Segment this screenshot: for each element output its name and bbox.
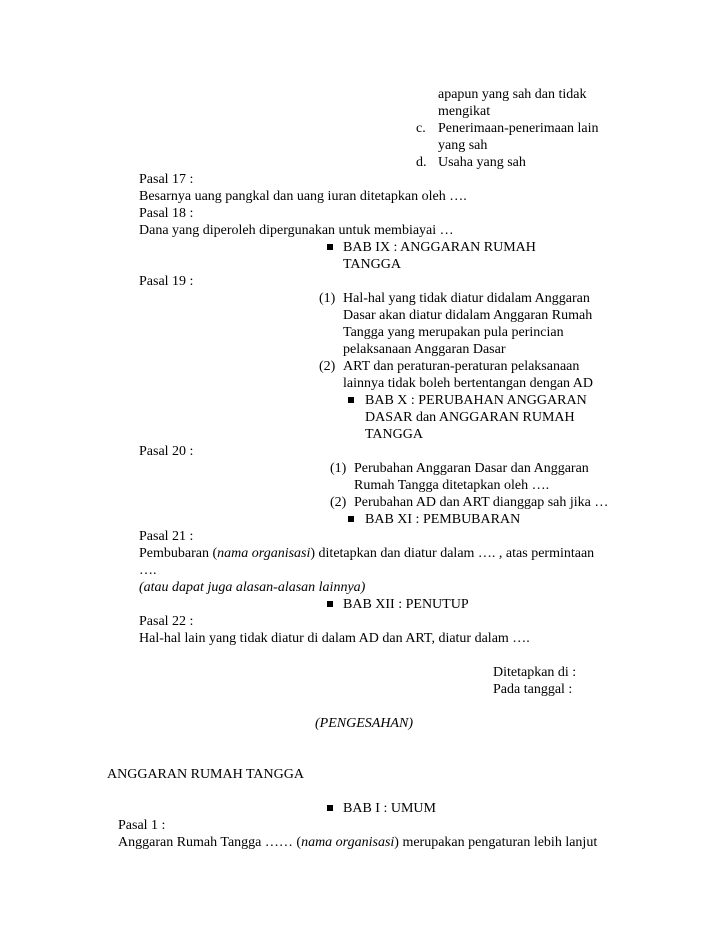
bullet-square-icon bbox=[327, 805, 333, 811]
pasal19-item1-marker: (1) bbox=[319, 291, 336, 306]
pasal20-title: Pasal 20 : bbox=[139, 444, 194, 459]
pasal20-item2-marker: (2) bbox=[330, 495, 347, 510]
pasal21-title: Pasal 21 : bbox=[139, 529, 194, 544]
bab9-line2: TANGGA bbox=[343, 257, 401, 272]
pasal19-item1-line1: Hal-hal yang tidak diatur didalam Anggaran bbox=[343, 291, 590, 306]
list-d-marker: d. bbox=[416, 155, 427, 170]
list-d-line1: Usaha yang sah bbox=[438, 155, 526, 170]
pasal18-text: Dana yang diperoleh dipergunakan untuk membiayai … bbox=[139, 223, 454, 238]
pasal17-title: Pasal 17 : bbox=[139, 172, 194, 187]
bab10-line2: DASAR dan ANGGARAN RUMAH bbox=[365, 410, 575, 425]
pasal22-text: Hal-hal lain yang tidak diatur di dalam AD dan ART, diatur dalam …. bbox=[139, 631, 530, 646]
pasal19-item1-line4: pelaksanaan Anggaran Dasar bbox=[343, 342, 506, 357]
bullet-square-icon bbox=[348, 516, 354, 522]
pasal21-alt-note: (atau dapat juga alasan-alasan lainnya) bbox=[139, 580, 366, 595]
pasal19-item1-line2: Dasar akan diatur didalam Anggaran Rumah bbox=[343, 308, 593, 323]
pasal19-item2-marker: (2) bbox=[319, 359, 336, 374]
signature-place: Ditetapkan di : bbox=[493, 665, 577, 680]
art-pasal1-title: Pasal 1 : bbox=[118, 818, 166, 833]
pasal19-item2-line1: ART dan peraturan-peraturan pelaksanaan bbox=[343, 359, 580, 374]
bab9-line1: BAB IX : ANGGARAN RUMAH bbox=[343, 240, 536, 255]
bab11-line1: BAB XI : PEMBUBARAN bbox=[365, 512, 521, 527]
pasal18-title: Pasal 18 : bbox=[139, 206, 194, 221]
bab12-line1: BAB XII : PENUTUP bbox=[343, 597, 469, 612]
pasal20-item1-line2: Rumah Tangga ditetapkan oleh …. bbox=[354, 478, 550, 493]
list-b-line1: apapun yang sah dan tidak bbox=[438, 87, 587, 102]
bab10-line3: TANGGA bbox=[365, 427, 423, 442]
pengesahan-label: (PENGESAHAN) bbox=[315, 716, 413, 731]
pasal19-title: Pasal 19 : bbox=[139, 274, 194, 289]
list-c-marker: c. bbox=[416, 121, 426, 136]
bullet-square-icon bbox=[348, 397, 354, 403]
pasal20-item1-line1: Perubahan Anggaran Dasar dan Anggaran bbox=[354, 461, 589, 476]
bab1-line1: BAB I : UMUM bbox=[343, 801, 436, 816]
pasal19-item2-line2: lainnya tidak boleh bertentangan dengan AD bbox=[343, 376, 593, 391]
pasal17-text: Besarnya uang pangkal dan uang iuran ditetapkan oleh …. bbox=[139, 189, 467, 204]
list-c-line2: yang sah bbox=[438, 138, 488, 153]
list-c-line1: Penerimaan-penerimaan lain bbox=[438, 121, 599, 136]
signature-date: Pada tanggal : bbox=[493, 682, 573, 697]
pasal21-text: Pembubaran (nama organisasi) ditetapkan dan diatur dalam …. , atas permintaan bbox=[139, 546, 595, 561]
pasal21-text-line2: …. bbox=[139, 563, 157, 578]
art-pasal1-text: Anggaran Rumah Tangga …… (nama organisasi) merupakan pengaturan lebih lanjut bbox=[118, 835, 598, 850]
bab10-line1: BAB X : PERUBAHAN ANGGARAN bbox=[365, 393, 587, 408]
pasal19-item1-line3: Tangga yang merupakan pula perincian bbox=[343, 325, 564, 340]
art-heading: ANGGARAN RUMAH TANGGA bbox=[107, 767, 304, 782]
bullet-square-icon bbox=[327, 601, 333, 607]
pasal22-title: Pasal 22 : bbox=[139, 614, 194, 629]
bullet-square-icon bbox=[327, 244, 333, 250]
list-b-line2: mengikat bbox=[438, 104, 491, 119]
pasal20-item2-line1: Perubahan AD dan ART dianggap sah jika … bbox=[354, 495, 609, 510]
pasal20-item1-marker: (1) bbox=[330, 461, 347, 476]
